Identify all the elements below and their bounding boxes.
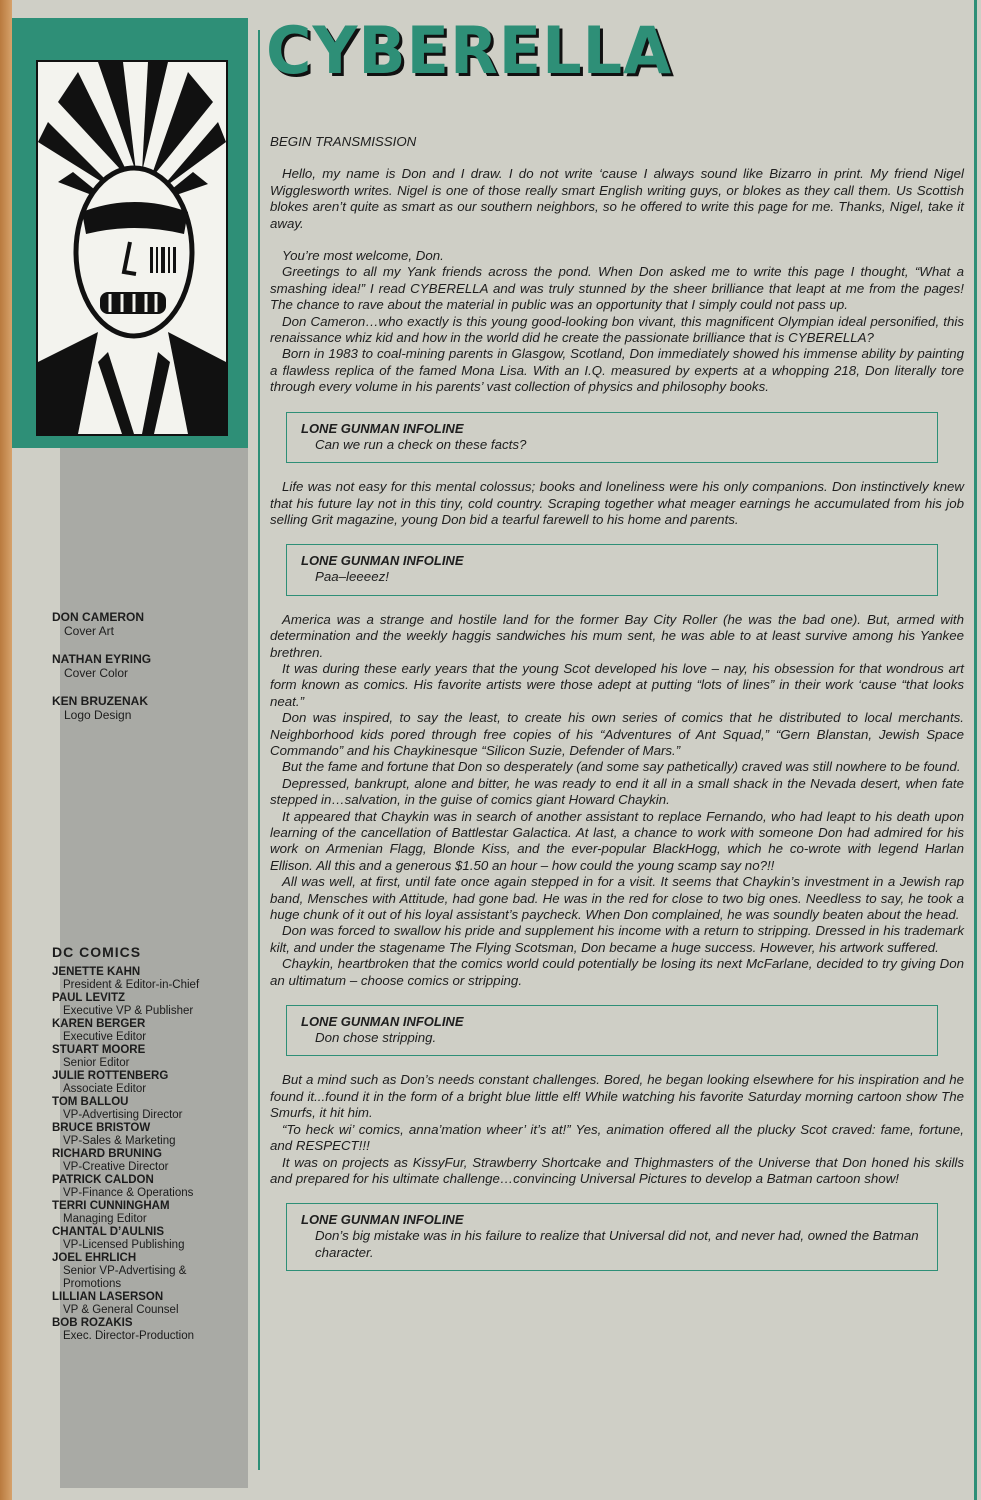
paragraph: Depressed, bankrupt, alone and bitter, he was ready to end it all in a small shack in the Nevada desert, when fate stepped in…salvation, in the guise of comics giant Howard Chaykin. — [270, 775, 964, 808]
credit-name: DON CAMERON — [52, 610, 144, 624]
staff-list — [52, 966, 242, 1343]
paragraph: Chaykin, heartbroken that the comics world could potentially be losing its next McFarlane, decided to try giving Don an ultimatum – choose comics or stripping. — [270, 956, 964, 988]
credit-role: Logo Design — [64, 708, 132, 722]
paragraph: It was on projects as KissyFur, Strawberry Shortcake and Thighmasters of the Universe that Don honed his skills and prepared for his ultimate challenge…convincing Universal Pictures to develop a Batman cartoon show! — [270, 1154, 964, 1186]
staff-name: KAREN BERGER — [52, 1018, 146, 1030]
staff-item — [52, 1018, 242, 1044]
staff-item — [52, 1226, 242, 1252]
paragraph: Greetings to all my Yank friends across the pond. When Don asked me to write this page I thought, “What a smashing idea!” I read CYBERELLA and was truly stunned by the sheer brilliance that leapt at me from the pages! The chance to rave about the material in public was an opportunity that I simply could not pass up. — [270, 264, 964, 313]
credit-item — [52, 694, 242, 722]
staff-name: CHANTAL D’AULNIS — [52, 1226, 165, 1238]
staff-role: Senior Editor — [63, 1057, 130, 1069]
page-edge — [0, 0, 12, 1500]
staff-role: Managing Editor — [63, 1213, 147, 1225]
paragraph: It appeared that Chaykin was in search of another assistant to replace Fernando, who had leapt to his death upon learning of the cancellation of Battlestar Galactica. At last, a chance to work with someone Don had admired for his work on Armenian Flagg, Blonde Kiss, and the ever-popular BlackHogg, which he co-wrote with legend Harlan Ellison. All this and a generous $1.50 an hour – how could the young scamp say no?!! — [270, 808, 964, 873]
staff-name: PATRICK CALDON — [52, 1174, 154, 1186]
staff-role: Senior VP-Advertising & Promotions — [63, 1265, 187, 1290]
staff-item — [52, 1174, 242, 1200]
staff-item — [52, 1291, 242, 1317]
credit-role: Cover Color — [64, 666, 129, 680]
paragraph: All was well, at first, until fate once again stepped in for a visit. It seems that Chaykin’s investment in a Jewish rap band, Mensches with Attitude, had gone bad. He was in the red for close to two big ones. Needless to say, he took a huge chunk of it out of his loyal assistant’s paycheck. When Don complained, he was soundly beaten about the head. — [270, 874, 964, 923]
cover-art-panel — [12, 18, 248, 448]
staff-item — [52, 1200, 242, 1226]
infoline-title: LONE GUNMAN INFOLINE — [301, 553, 464, 569]
infoline-box — [286, 1203, 938, 1271]
staff-item — [52, 1252, 242, 1291]
staff-role: Associate Editor — [63, 1083, 147, 1095]
credit-name: KEN BRUZENAK — [52, 694, 148, 708]
article-body — [270, 134, 964, 1271]
staff-item — [52, 1148, 242, 1174]
cover-credits — [52, 610, 242, 736]
intro-line: BEGIN TRANSMISSION — [270, 134, 417, 149]
paragraph: But the fame and fortune that Don so desperately (and some say pathetically) craved was still nowhere to be found. — [282, 759, 961, 775]
credit-item — [52, 652, 242, 680]
staff-role: VP-Advertising Director — [63, 1109, 183, 1121]
credit-item — [52, 610, 242, 638]
infoline-text: Can we run a check on these facts? — [315, 436, 527, 452]
staff-item — [52, 1044, 242, 1070]
staff-name: RICHARD BRUNING — [52, 1148, 162, 1160]
paragraph: Born in 1983 to coal-mining parents in Glasgow, Scotland, Don immediately showed his immense ability by painting a flawless replica of the famed Mona Lisa. With an I.Q. measured by experts at a whopping 218, Don literally tore through every volume in his parents’ vast collection of physics and philosophy books. — [270, 346, 964, 395]
staff-name: JENETTE KAHN — [52, 966, 141, 978]
paragraph: “To heck wi’ comics, anna’mation wheer’ it’s at!” Yes, animation offered all the plucky Scot craved: fame, fortune, and RESPECT!!! — [270, 1121, 964, 1154]
staff-role: Exec. Director-Production — [63, 1330, 195, 1342]
paragraph: America was a strange and hostile land for the former Bay City Roller (he was the bad one). But, armed with determination and the weekly haggis sandwiches his mum sent, he was able to at least survive among his Yankee brethren. — [270, 611, 964, 660]
staff-name: JULIE ROTTENBERG — [52, 1070, 169, 1082]
staff-role: VP-Licensed Publishing — [63, 1239, 185, 1251]
paragraph: You’re most welcome, Don. — [282, 248, 444, 264]
infoline-title: LONE GUNMAN INFOLINE — [301, 1014, 464, 1030]
cyberella-portrait — [36, 60, 228, 436]
credit-role: Cover Art — [64, 624, 115, 638]
page-title: CYBERELLA — [266, 12, 673, 89]
infoline-box — [286, 1005, 938, 1056]
staff-item — [52, 1122, 242, 1148]
staff-name: BRUCE BRISTOW — [52, 1122, 151, 1134]
paragraph: Life was not easy for this mental colossus; books and loneliness were his only companions. Don instinctively knew that his future lay not in this tiny, cold country. Scraping together what meager earnings he accumulated from his job selling Grit magazine, young Don bid a tearful farewell to his home and parents. — [270, 479, 964, 527]
staff-name: BOB ROZAKIS — [52, 1317, 133, 1329]
staff-name: STUART MOORE — [52, 1044, 146, 1056]
staff-role: Executive Editor — [63, 1031, 147, 1043]
staff-name: LILLIAN LASERSON — [52, 1291, 164, 1303]
paragraph: But a mind such as Don’s needs constant challenges. Bored, he began looking elsewhere for his inspiration and he found it...found it in the form of a bright blue little elf! While watching his favorite Saturday morning cartoon show The Smurfs, it hit him. — [270, 1072, 964, 1121]
staff-name: TERRI CUNNINGHAM — [52, 1200, 170, 1212]
infoline-title: LONE GUNMAN INFOLINE — [301, 1212, 464, 1228]
staff-role: VP-Finance & Operations — [63, 1187, 194, 1199]
staff-name: PAUL LEVITZ — [52, 992, 126, 1004]
staff-item — [52, 966, 242, 992]
staff-name: JOEL EHRLICH — [52, 1252, 137, 1264]
staff-item — [52, 1096, 242, 1122]
credit-name: NATHAN EYRING — [52, 652, 152, 666]
staff-item — [52, 1070, 242, 1096]
staff-role: VP & General Counsel — [63, 1304, 179, 1316]
staff-item — [52, 1317, 242, 1343]
infoline-text: Paa–leeeez! — [315, 569, 389, 585]
infoline-box — [286, 412, 938, 463]
right-border — [974, 0, 977, 1500]
staff-role: Executive VP & Publisher — [63, 1005, 194, 1017]
column-divider — [258, 30, 260, 1470]
staff-role: VP-Sales & Marketing — [63, 1135, 176, 1147]
paragraph: It was during these early years that the young Scot developed his love – nay, his obsession for that wondrous art form known as comics. His favorite artists were those adept at putting “lots of lines” in their work ‘cause “that looks neat.” — [270, 660, 964, 709]
paragraph: Don was inspired, to say the least, to create his own series of comics that he distributed to local merchants. Neighborhood kids pored through free copies of his “Adventures of Ant Squad,” “Gern Blanstan, Jewish Space Commando” and his Chaykinesque “Silicon Suzie, Defender of Mars.” — [270, 710, 964, 758]
paragraph: Don was forced to swallow his pride and supplement his income with a return to stripping. Dressed in his trademark kilt, and under the stagename The Flying Scotsman, Don became a huge success. However, his artwork suffered. — [270, 923, 964, 955]
infoline-box — [286, 544, 938, 595]
staff-name: TOM BALLOU — [52, 1096, 129, 1108]
portrait-illustration — [38, 62, 226, 434]
infoline-title: LONE GUNMAN INFOLINE — [301, 420, 464, 436]
staff-item — [52, 992, 242, 1018]
staff-role: VP-Creative Director — [63, 1161, 169, 1173]
dc-comics-heading: DC COMICS — [52, 944, 142, 960]
infoline-text: Don chose stripping. — [315, 1030, 437, 1046]
staff-role: President & Editor-in-Chief — [63, 979, 200, 991]
paragraph: Hello, my name is Don and I draw. I do not write ‘cause I always sound like Bizarro in print. My friend Nigel Wigglesworth writes. Nigel is one of those really smart English writing guys, or blokes as they call them. Us Scottish blokes aren’t quite as smart as our southern neighbors, so he offered to write this page for me. Thanks, Nigel, take it away. — [270, 166, 964, 231]
paragraph: Don Cameron…who exactly is this young good-looking bon vivant, this magnificent Olympian ideal personified, this renaissance whiz kid and how in the world did he create the passionate brilliance that is CYBERELLA? — [270, 313, 964, 346]
infoline-text: Don’s big mistake was in his failure to realize that Universal did not, and never had, owned the Batman character. — [315, 1228, 919, 1260]
